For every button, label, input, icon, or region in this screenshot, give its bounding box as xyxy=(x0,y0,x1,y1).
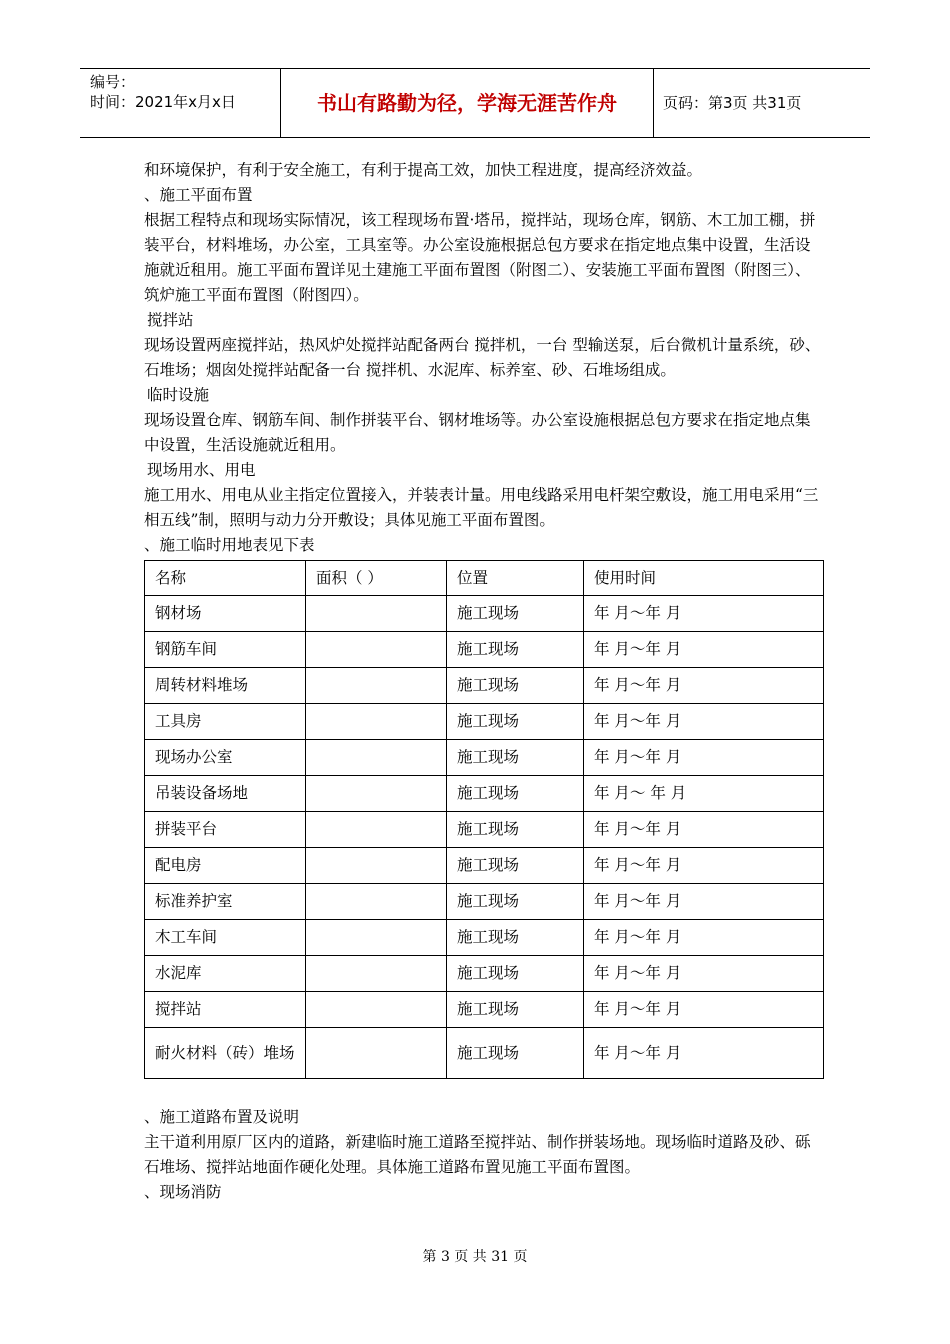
land-use-table xyxy=(144,560,824,1079)
cell-location: 施工现场 xyxy=(447,596,584,632)
header-area: 面积（ ） xyxy=(306,561,447,596)
table-row xyxy=(145,956,824,992)
paragraph: 根据工程特点和现场实际情况，该工程现场布置·塔吊，搅拌站，现场仓库，钢筋、木工加工棚，拼装平台，材料堆场，办公室，工具室等。办公室设施根据总包方要求在指定地点集中设置，生活设施就近租用。施工平面布置详见土建施工平面布置图（附图二）、安装施工平面布置图（附图三）、筑炉施工平面布置图（附图四）。 xyxy=(144,211,816,304)
cell-name: 钢材场 xyxy=(145,596,306,632)
table-row xyxy=(145,596,824,632)
cell-location: 施工现场 xyxy=(447,704,584,740)
paragraph: 现场设置仓库、钢筋车间、制作拼装平台、钢材堆场等。办公室设施根据总包方要求在指定地点集中设置，生活设施就近租用。 xyxy=(144,411,811,454)
cell-name: 配电房 xyxy=(145,848,306,884)
cell-area xyxy=(306,848,447,884)
cell-name: 拼装平台 xyxy=(145,812,306,848)
page-number-label: 页码：第3页 共31页 xyxy=(663,94,802,112)
cell-location: 施工现场 xyxy=(447,740,584,776)
table-row xyxy=(145,992,824,1028)
cell-area xyxy=(306,668,447,704)
section-heading: 、施工临时用地表见下表 xyxy=(144,536,315,554)
header-name: 名称 xyxy=(145,561,306,596)
page-header xyxy=(80,68,870,138)
cell-time: 年 月～年 月 xyxy=(584,1028,824,1079)
paragraph: 和环境保护，有利于安全施工，有利于提高工效，加快工程进度，提高经济效益。 xyxy=(144,161,703,179)
cell-location: 施工现场 xyxy=(447,776,584,812)
serial-label: 编号： xyxy=(90,73,136,91)
cell-area xyxy=(306,632,447,668)
document-body xyxy=(144,158,824,1205)
cell-area xyxy=(306,704,447,740)
cell-time: 年 月～年 月 xyxy=(584,920,824,956)
cell-area xyxy=(306,776,447,812)
paragraph: 施工用水、用电从业主指定位置接入，并装表计量。用电线路采用电杆架空敷设，施工用电采用“三相五线”制，照明与动力分开敷设；具体见施工平面布置图。 xyxy=(144,486,819,529)
cell-name: 钢筋车间 xyxy=(145,632,306,668)
cell-time: 年 月～年 月 xyxy=(584,704,824,740)
table-row xyxy=(145,776,824,812)
cell-name: 标准养护室 xyxy=(145,884,306,920)
cell-area xyxy=(306,596,447,632)
table-row xyxy=(145,740,824,776)
cell-name: 现场办公室 xyxy=(145,740,306,776)
cell-area xyxy=(306,812,447,848)
cell-location: 施工现场 xyxy=(447,668,584,704)
cell-area xyxy=(306,920,447,956)
cell-time: 年 月～年 月 xyxy=(584,740,824,776)
subsection-heading: 现场用水、用电 xyxy=(147,461,256,479)
cell-location: 施工现场 xyxy=(447,812,584,848)
date-label: 时间：2021年x月x日 xyxy=(90,93,236,111)
subsection-heading: 临时设施 xyxy=(147,386,210,404)
cell-time: 年 月～年 月 xyxy=(584,632,824,668)
cell-area xyxy=(306,884,447,920)
table-row xyxy=(145,884,824,920)
cell-area xyxy=(306,956,447,992)
table-row xyxy=(145,920,824,956)
cell-time: 年 月～年 月 xyxy=(584,596,824,632)
header-meta xyxy=(80,69,281,137)
cell-area xyxy=(306,1028,447,1079)
cell-name: 吊装设备场地 xyxy=(145,776,306,812)
cell-location: 施工现场 xyxy=(447,1028,584,1079)
cell-name: 工具房 xyxy=(145,704,306,740)
page-footer: 第 3 页 共 31 页 xyxy=(422,1249,528,1265)
cell-name: 周转材料堆场 xyxy=(145,668,306,704)
section-heading: 、现场消防 xyxy=(144,1183,222,1201)
cell-location: 施工现场 xyxy=(447,956,584,992)
paragraph: 现场设置两座搅拌站，热风炉处搅拌站配备两台 搅拌机，一台 型输送泵，后台微机计量系统，砂、石堆场；烟囱处搅拌站配备一台 搅拌机、水泥库、标养室、砂、石堆场组成。 xyxy=(144,336,821,379)
cell-time: 年 月～年 月 xyxy=(584,992,824,1028)
table-row xyxy=(145,668,824,704)
cell-time: 年 月～年 月 xyxy=(584,884,824,920)
cell-time: 年 月～ 年 月 xyxy=(584,776,824,812)
table-row xyxy=(145,632,824,668)
cell-name: 搅拌站 xyxy=(145,992,306,1028)
paragraph: 主干道利用原厂区内的道路，新建临时施工道路至搅拌站、制作拼装场地。现场临时道路及砂、砾石堆场、搅拌站地面作硬化处理。具体施工道路布置见施工平面布置图。 xyxy=(144,1133,811,1176)
cell-location: 施工现场 xyxy=(447,992,584,1028)
cell-area xyxy=(306,992,447,1028)
cell-time: 年 月～年 月 xyxy=(584,812,824,848)
header-location: 位置 xyxy=(447,561,584,596)
cell-name: 耐火材料（砖）堆场 xyxy=(145,1028,306,1079)
cell-location: 施工现场 xyxy=(447,848,584,884)
cell-location: 施工现场 xyxy=(447,920,584,956)
cell-location: 施工现场 xyxy=(447,884,584,920)
table-row xyxy=(145,812,824,848)
cell-time: 年 月～年 月 xyxy=(584,848,824,884)
header-time: 使用时间 xyxy=(584,561,824,596)
cell-area xyxy=(306,740,447,776)
table-row xyxy=(145,848,824,884)
section-heading: 、施工道路布置及说明 xyxy=(144,1108,300,1126)
cell-time: 年 月～年 月 xyxy=(584,668,824,704)
table-row xyxy=(145,1028,824,1079)
table-row xyxy=(145,704,824,740)
cell-time: 年 月～年 月 xyxy=(584,956,824,992)
cell-name: 木工车间 xyxy=(145,920,306,956)
cell-name: 水泥库 xyxy=(145,956,306,992)
subsection-heading: 搅拌站 xyxy=(147,311,194,329)
header-motto: 书山有路勤为径，学海无涯苦作舟 xyxy=(281,69,654,137)
table-header-row xyxy=(145,561,824,596)
cell-location: 施工现场 xyxy=(447,632,584,668)
section-heading: 、施工平面布置 xyxy=(144,186,253,204)
